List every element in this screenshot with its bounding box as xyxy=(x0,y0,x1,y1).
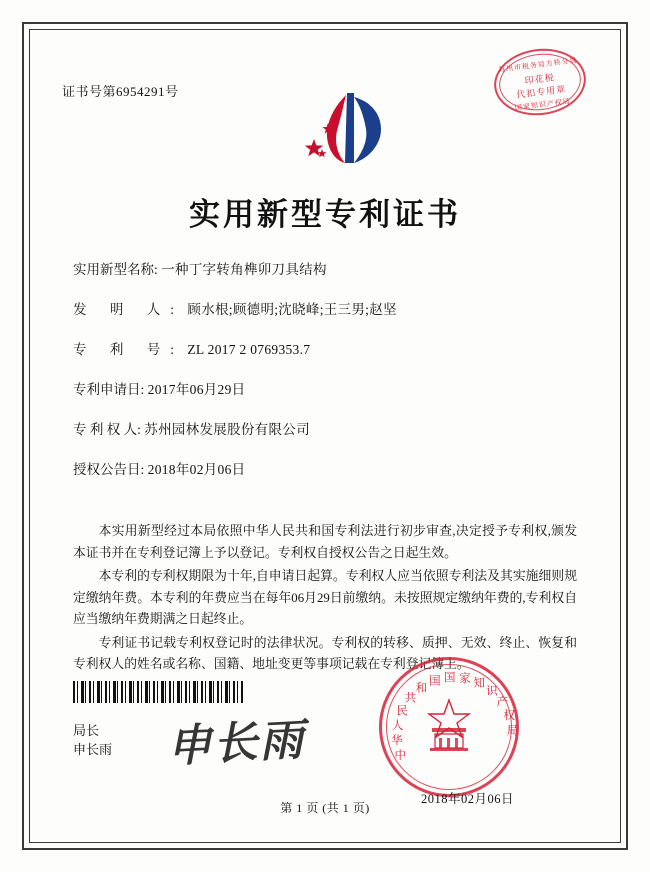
signatory-block xyxy=(73,721,112,759)
field-value: 2018年02月06日 xyxy=(147,462,246,477)
field-label: 专 利 权 人: xyxy=(73,422,141,437)
field-value: 顾水根;顾德明;沈晓峰;王三男;赵坚 xyxy=(187,302,397,317)
tax-stamp-line4: 国家知识产权局 xyxy=(514,97,572,113)
tax-stamp-line2: 印花税 xyxy=(524,72,556,86)
field-row-name xyxy=(73,261,581,279)
page-footer: 第 1 页 (共 1 页) xyxy=(280,801,370,815)
certificate-content xyxy=(29,29,621,843)
cnipa-logo-icon xyxy=(284,87,394,169)
field-label: 专 利 号: xyxy=(73,342,185,357)
barcode xyxy=(73,681,243,703)
field-label: 专利申请日: xyxy=(73,382,145,397)
field-label: 实用新型名称: xyxy=(73,262,158,277)
legal-text xyxy=(73,521,577,678)
field-row-inventors xyxy=(73,301,581,319)
page-title: 实用新型专利证书 xyxy=(189,197,461,232)
field-row-application-date xyxy=(73,381,581,399)
official-round-seal xyxy=(379,657,519,797)
tax-stamp-line1: 苏州市税务局方桥分局 xyxy=(497,56,579,74)
field-value: 2017年06月29日 xyxy=(147,382,246,397)
certificate-fields xyxy=(73,261,581,501)
handwritten-signature: 申长雨 xyxy=(166,715,307,772)
field-row-grant-date xyxy=(73,461,581,479)
seal-arc-text: 中 华 人 民 共 和 国 国 家 知 识 产 权 局 xyxy=(391,672,519,762)
legal-paragraph-2: 本专利的专利权期限为十年,自申请日起算。专利权人应当依照专利法及其实施细则规定缴纳年费。本专利的年费应当在每年06月29日前缴纳。未按照规定缴纳年费的,专利权自应当缴纳年费期满之日起终止。 xyxy=(73,569,577,626)
tax-stamp-seal xyxy=(490,44,589,121)
field-label: 授权公告日: xyxy=(73,462,145,477)
legal-paragraph-3: 专利证书记载专利权登记时的法律状况。专利权的转移、质押、无效、终止、恢复和专利权人的姓名或名称、国籍、地址变更等事项记载在专利登记簿上。 xyxy=(73,635,577,671)
signatory-role: 局长 xyxy=(73,723,100,738)
field-label: 发 明 人: xyxy=(73,302,185,317)
field-row-patent-no xyxy=(73,341,581,359)
tax-stamp-line3: 代扣专用章 xyxy=(515,83,567,100)
field-value: 苏州园林发展股份有限公司 xyxy=(144,422,310,437)
field-row-patentee xyxy=(73,421,581,439)
signatory-name: 申长雨 xyxy=(73,742,113,757)
legal-paragraph-1: 本实用新型经过本局依照中华人民共和国专利法进行初步审查,决定授予专利权,颁发本证书并在专利登记簿上予以登记。专利权自授权公告之日起生效。 xyxy=(73,524,577,560)
field-value: 一种丁字转角榫卯刀具结构 xyxy=(161,262,327,277)
certificate-number: 证书号第6954291号 xyxy=(62,84,179,99)
seal-date: 2018年02月06日 xyxy=(421,792,515,806)
field-value: ZL 2017 2 0769353.7 xyxy=(187,342,311,357)
